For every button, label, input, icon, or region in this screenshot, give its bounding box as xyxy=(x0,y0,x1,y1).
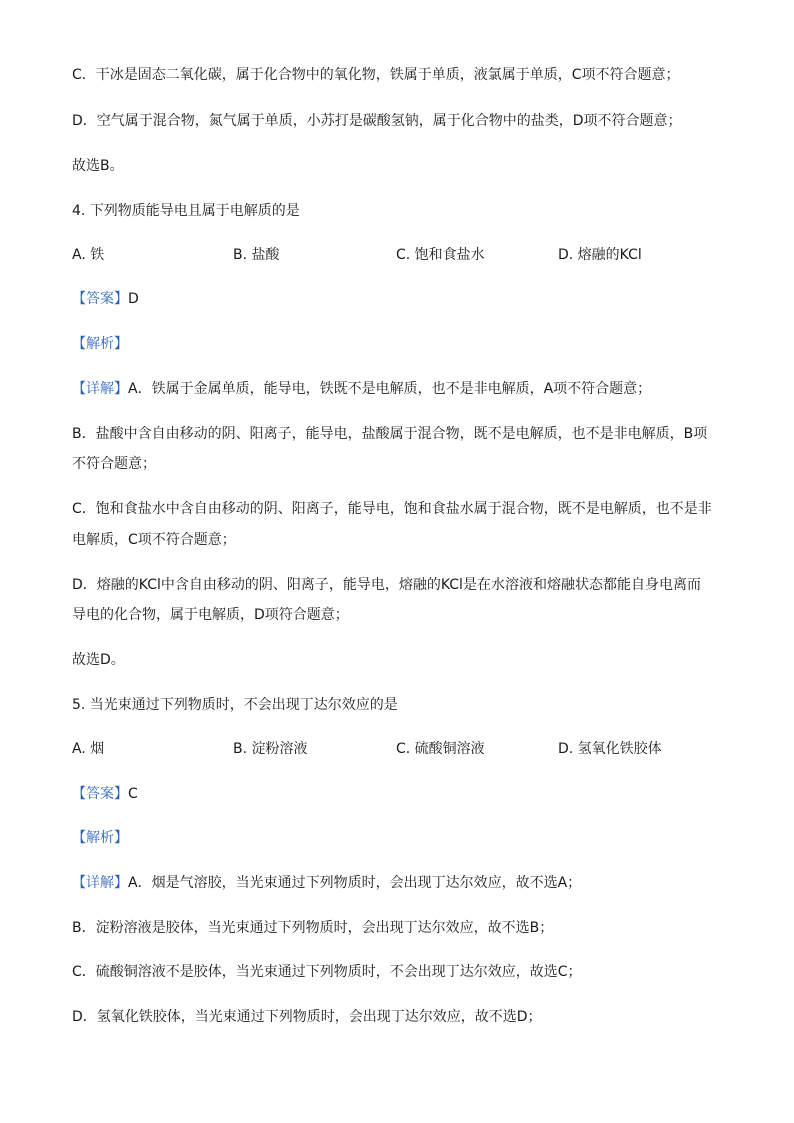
q5-detail-c: C．硫酸铜溶液不是胶体，当光束通过下列物质时，不会出现丁达尔效应，故选C； xyxy=(72,964,582,980)
q4-answer xyxy=(72,291,139,307)
q4-detail-b-line1: B．盐酸中含自由移动的阴、阳离子，能导电，盐酸属于混合物，既不是电解质，也不是非电解质，B项 xyxy=(72,426,708,442)
q4-option-a: A. 铁 xyxy=(72,247,105,263)
question-5-stem: 5. 当光束通过下列物质时，不会出现丁达尔效应的是 xyxy=(72,697,398,713)
q4-option-c: C. 饱和食盐水 xyxy=(396,247,485,263)
detail-tag: 【详解】 xyxy=(72,875,128,891)
answer-tag: 【答案】 xyxy=(72,291,128,307)
q5-analysis-tag: 【解析】 xyxy=(72,830,128,846)
q5-option-a: A. 烟 xyxy=(72,741,105,757)
conclusion-q3: 故选B。 xyxy=(72,158,124,174)
detail-text: A．烟是气溶胶，当光束通过下列物质时，会出现丁达尔效应，故不选A； xyxy=(128,875,582,891)
q4-analysis-tag: 【解析】 xyxy=(72,336,128,352)
q4-conclusion: 故选D。 xyxy=(72,652,125,668)
q4-detail-a xyxy=(72,381,651,397)
paragraph-c-dry-ice: C．干冰是固态二氧化碳，属于化合物中的氧化物，铁属于单质，液氯属于单质，C项不符合题意； xyxy=(72,67,680,83)
detail-tag: 【详解】 xyxy=(72,381,128,397)
answer-tag: 【答案】 xyxy=(72,786,128,802)
q5-option-b: B. 淀粉溶液 xyxy=(233,741,308,757)
q4-detail-d-line1: D．熔融的KCl中含自由移动的阴、阳离子，能导电，熔融的KCl是在水溶液和熔融状态都能自身电离而 xyxy=(72,577,701,593)
detail-text: A．铁属于金属单质，能导电，铁既不是电解质，也不是非电解质，A项不符合题意； xyxy=(128,381,652,397)
q5-option-c: C. 硫酸铜溶液 xyxy=(396,741,485,757)
q4-detail-b-line2: 不符合题意； xyxy=(72,456,156,472)
q5-answer xyxy=(72,786,138,802)
q5-detail-b: B．淀粉溶液是胶体，当光束通过下列物质时，会出现丁达尔效应，故不选B； xyxy=(72,920,554,936)
q4-option-b: B. 盐酸 xyxy=(233,247,280,263)
q4-detail-c-line2: 电解质，C项不符合题意； xyxy=(72,532,236,548)
answer-value: C xyxy=(128,786,138,802)
q5-option-d: D. 氢氧化铁胶体 xyxy=(558,741,662,757)
q4-detail-c-line1: C．饱和食盐水中含自由移动的阴、阳离子，能导电，饱和食盐水属于混合物，既不是电解质，也不是非 xyxy=(72,501,712,517)
q4-option-d: D. 熔融的KCl xyxy=(558,247,642,263)
paragraph-d-air: D．空气属于混合物，氮气属于单质，小苏打是碳酸氢钠，属于化合物中的盐类，D项不符合题意； xyxy=(72,113,682,129)
q5-detail-d: D．氢氧化铁胶体，当光束通过下列物质时，会出现丁达尔效应，故不选D； xyxy=(72,1009,542,1025)
question-4-stem: 4. 下列物质能导电且属于电解质的是 xyxy=(72,203,300,219)
q5-detail-a xyxy=(72,875,581,891)
q4-detail-d-line2: 导电的化合物，属于电解质，D项符合题意； xyxy=(72,607,349,623)
answer-value: D xyxy=(128,291,139,307)
